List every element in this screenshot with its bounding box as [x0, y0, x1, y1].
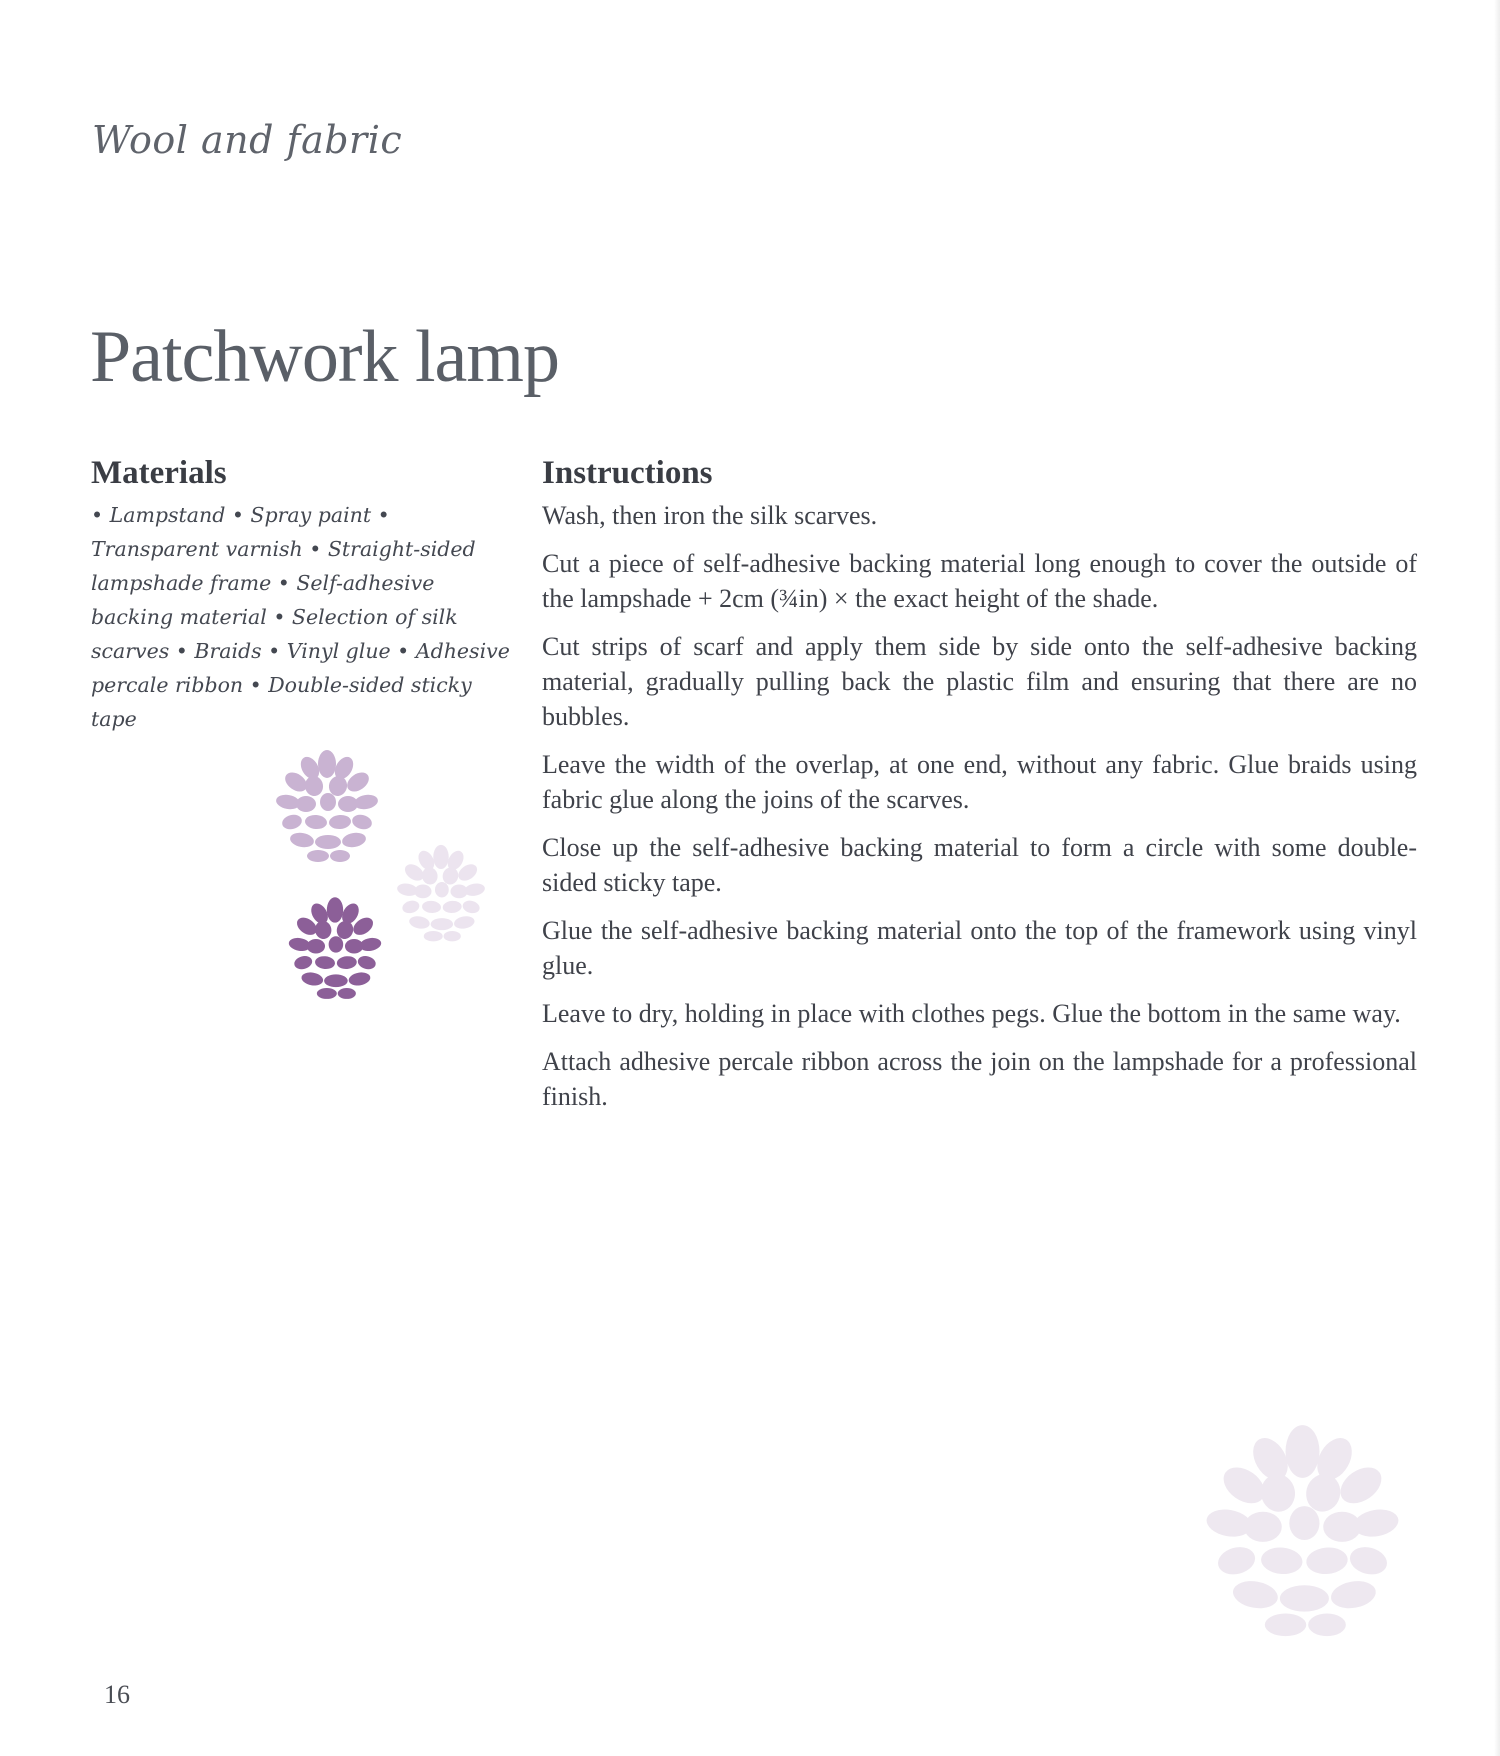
flower-petal	[450, 885, 467, 899]
flower-petal	[317, 988, 337, 999]
materials-list: • Lampstand • Spray paint • Transparent varnish • Straight-sided lampshade frame • Self-adhesive backing material • Selection of silk scarves • Braids • Vinyl glue • Adhesive percale ribbon • Double-sided sticky tape	[91, 503, 510, 731]
flower-petal	[453, 915, 475, 930]
page-edge-shadow	[1494, 0, 1500, 1756]
flower-petal	[341, 831, 367, 849]
flower-petal	[435, 882, 449, 898]
flower-large-ghost-icon	[1180, 1410, 1425, 1655]
flower-petal	[351, 813, 374, 832]
flower-petal	[1329, 1578, 1378, 1612]
instruction-step: Glue the self-adhesive backing material onto the top of the framework using vinyl glue.	[542, 916, 1417, 980]
flower-petal	[1280, 1585, 1329, 1611]
flower-petal	[1265, 1614, 1306, 1637]
flower-petal	[315, 955, 336, 969]
flower-petal	[1215, 1543, 1258, 1578]
flower-petal	[330, 850, 350, 862]
instructions-section	[542, 455, 1417, 1127]
flower-petal	[318, 750, 336, 778]
flower-petal	[1347, 1543, 1390, 1578]
flower-petal	[345, 939, 363, 954]
flower-petal	[461, 899, 481, 915]
flower-petal	[289, 831, 315, 849]
instruction-step: Attach adhesive percale ribbon across the join on the lampshade for a professional finish.	[542, 1047, 1417, 1111]
materials-section	[91, 455, 511, 736]
instruction-step: Wash, then iron the silk scarves.	[542, 501, 878, 530]
flower-petal	[307, 939, 325, 954]
flower-petal	[293, 954, 314, 971]
flower-petal	[421, 866, 439, 886]
flower-petal	[304, 814, 327, 830]
flower-petal	[442, 900, 462, 914]
flower-petal	[314, 920, 333, 941]
page-title: Patchwork lamp	[90, 316, 559, 398]
flower-petal	[414, 885, 431, 899]
flower-petal	[1323, 1512, 1361, 1542]
flower-petal	[1260, 1546, 1304, 1576]
flower-petal	[307, 850, 329, 862]
instruction-step: Cut strips of scarf and apply them side by side onto the self-adhesive backing material, gradually pulling back the plastic film and ensuring that there are no bubbles.	[542, 632, 1417, 731]
flower-petal	[1305, 1546, 1349, 1576]
flower-petal	[1244, 1512, 1282, 1542]
flower-petal	[327, 897, 343, 922]
instruction-step: Close up the self-adhesive backing material to form a circle with some double-sided sticky tape.	[542, 833, 1417, 897]
flower-petal	[329, 936, 344, 952]
flower-petal	[356, 954, 377, 971]
flower-petal	[296, 796, 316, 812]
flower-petal	[431, 918, 453, 930]
instruction-step: Leave to dry, holding in place with clothes pegs. Glue the bottom in the same way.	[542, 999, 1401, 1028]
flower-petal	[338, 988, 356, 999]
flower-petal	[422, 900, 442, 914]
flower-light-purple-icon	[262, 742, 392, 872]
flower-petal	[336, 955, 357, 969]
flower-petal	[320, 793, 336, 811]
flower-petal	[315, 835, 341, 849]
flower-petal	[348, 971, 372, 987]
flower-dark-purple-icon	[276, 890, 394, 1008]
flower-petal	[433, 845, 449, 869]
flower-petal	[338, 796, 358, 812]
flower-faint-icon	[385, 838, 497, 950]
flower-petal	[1286, 1425, 1320, 1478]
flower-petal	[408, 915, 430, 930]
flower-petal	[281, 813, 304, 832]
flower-petal	[303, 775, 324, 798]
flower-petal	[401, 899, 421, 915]
instruction-step: Leave the width of the overlap, at one end, without any fabric. Glue braids using fabric glue along the joins of the scarves.	[542, 750, 1417, 814]
flower-petal	[300, 971, 324, 987]
flower-petal	[324, 974, 348, 987]
flower-petal	[424, 931, 443, 941]
page-number: 16	[104, 1680, 130, 1709]
flower-petal	[1308, 1614, 1346, 1637]
instructions-heading: Instructions	[542, 455, 713, 491]
section-label: Wool and fabric	[92, 118, 403, 162]
materials-heading: Materials	[91, 455, 227, 491]
flower-petal	[328, 814, 351, 830]
flower-petal	[444, 931, 461, 941]
flower-petal	[1231, 1578, 1280, 1612]
flower-petal	[1258, 1471, 1298, 1514]
instruction-step: Cut a piece of self-adhesive backing material long enough to cover the outside of the lampshade + 2cm (¾in) × the exact height of the shade.	[542, 549, 1417, 613]
flower-petal	[1289, 1506, 1319, 1540]
